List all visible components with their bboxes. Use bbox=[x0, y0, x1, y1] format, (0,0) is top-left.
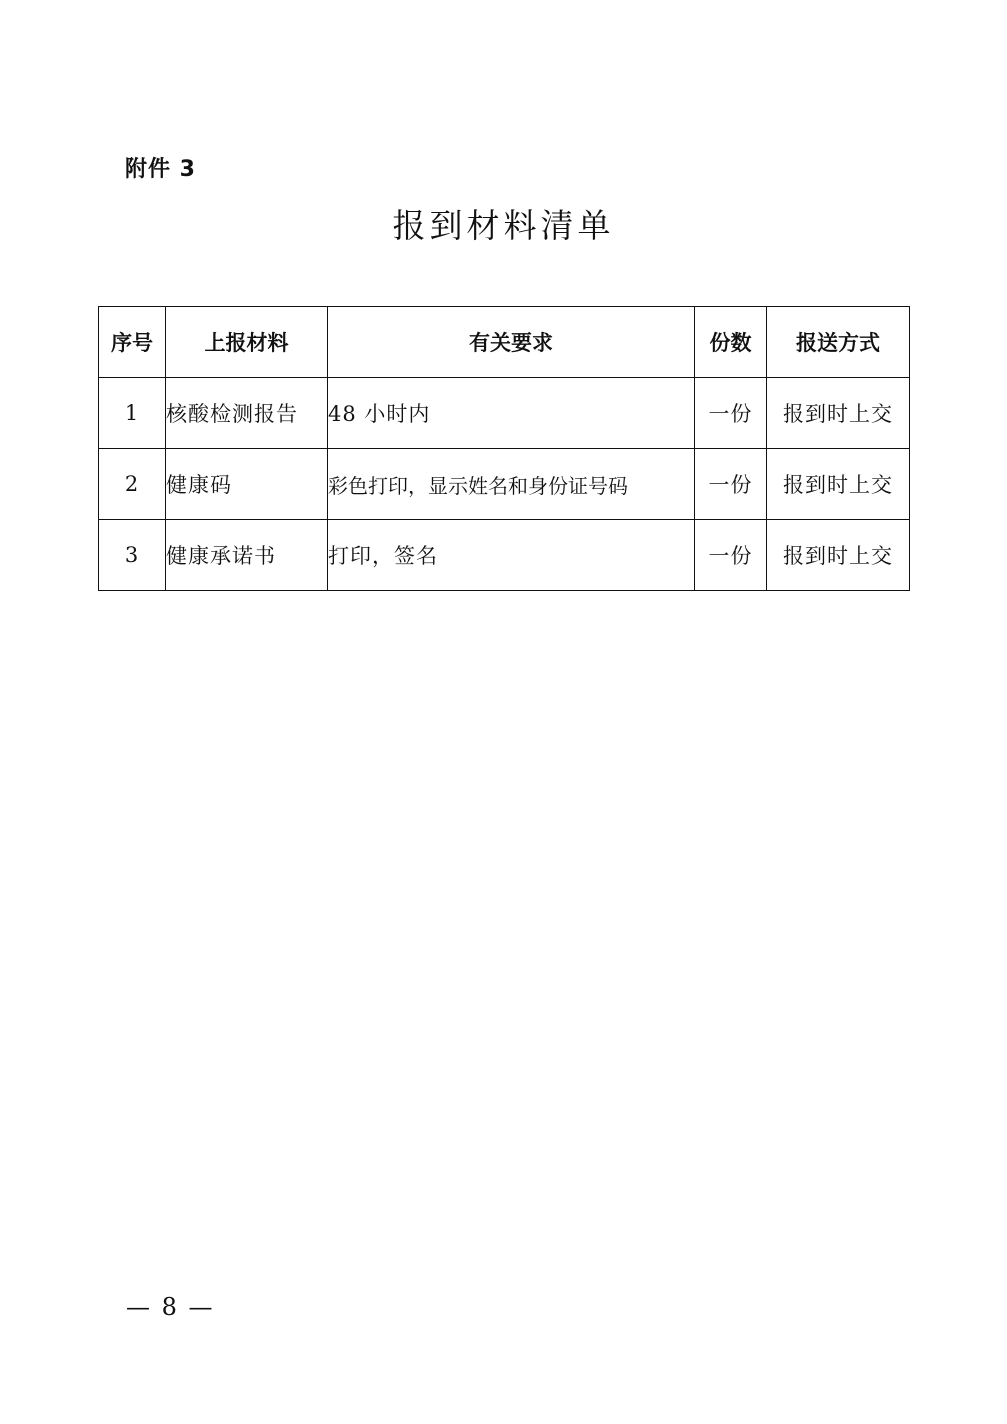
materials-table bbox=[98, 306, 910, 591]
row-index: 3 bbox=[99, 520, 166, 591]
row-method: 报到时上交 bbox=[767, 378, 910, 449]
page-number: — 8 — bbox=[126, 1293, 215, 1321]
row-requirement: 48 小时内 bbox=[328, 378, 695, 449]
row-requirement: 打印，签名 bbox=[328, 520, 695, 591]
row-index: 1 bbox=[99, 378, 166, 449]
column-header-method: 报送方式 bbox=[767, 307, 910, 378]
page-title: 报到材料清单 bbox=[392, 206, 615, 245]
row-method: 报到时上交 bbox=[767, 520, 910, 591]
row-material: 健康承诺书 bbox=[166, 520, 328, 591]
row-method: 报到时上交 bbox=[767, 449, 910, 520]
row-index: 2 bbox=[99, 449, 166, 520]
column-header-requirement: 有关要求 bbox=[328, 307, 695, 378]
row-requirement: 彩色打印，显示姓名和身份证号码 bbox=[328, 449, 695, 520]
column-header-material: 上报材料 bbox=[166, 307, 328, 378]
table-row bbox=[99, 449, 910, 520]
table-header-row bbox=[99, 307, 910, 378]
attachment-label: 附件 3 bbox=[125, 157, 196, 182]
column-header-copies: 份数 bbox=[695, 307, 767, 378]
table-row bbox=[99, 378, 910, 449]
row-material: 健康码 bbox=[166, 449, 328, 520]
row-copies: 一份 bbox=[695, 378, 767, 449]
row-copies: 一份 bbox=[695, 449, 767, 520]
column-header-index: 序号 bbox=[99, 307, 166, 378]
row-material: 核酸检测报告 bbox=[166, 378, 328, 449]
row-copies: 一份 bbox=[695, 520, 767, 591]
table-row bbox=[99, 520, 910, 591]
